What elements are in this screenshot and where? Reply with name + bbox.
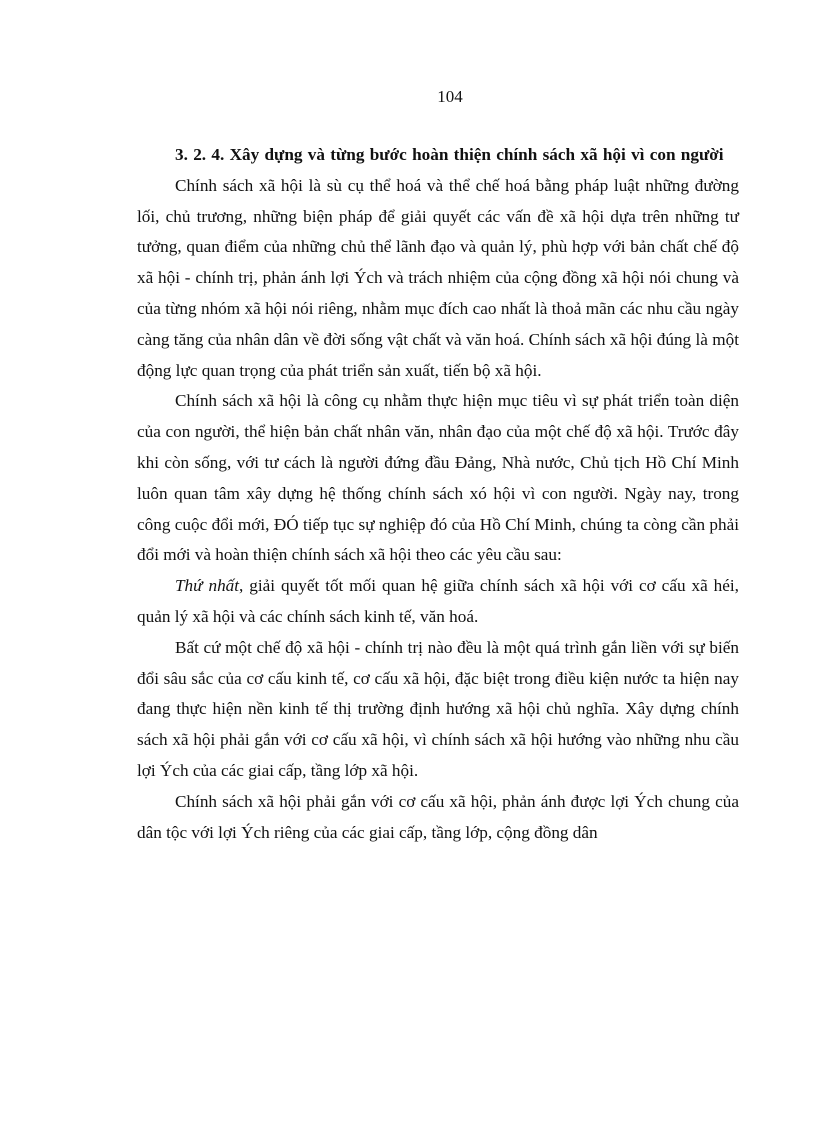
first-point-label: Thứ nhất — [175, 576, 240, 596]
paragraph-1: Chính sách xã hội là sù cụ thể hoá và thể chế hoá bằng pháp luật những đường lối, chủ trương, những biện pháp để giải quyết các vấn đề xã hội dựa trên những tư tưởng, quan điểm của những chủ thể lãnh đạo và quản lý, phù hợp với bản chất chế độ xã hội - chính trị, phản ánh lợi Ých và trách nhiệm của cộng đồng xã hội nói chung và của từng nhóm xã hội nói riêng, nhằm mục đích cao nhất là thoả mãn các nhu cầu ngày càng tăng của nhân dân về đời sống vật chất và văn hoá. Chính sách xã hội đúng là một động lực quan trọng của phát triển sản xuất, tiến bộ xã hội. — [137, 175, 739, 380]
section-heading: 3. 2. 4. Xây dựng và từng bước hoàn thiện chính sách xã hội vì con người — [175, 145, 724, 164]
paragraph-4: Chính sách xã hội phải gắn với cơ cấu xã hội, phản ánh được lợi Ých chung của dân tộc với lợi Ých riêng của các giai cấp, tầng lớp, cộng đồng dân — [137, 791, 739, 842]
first-point-text: , giải quyết tốt mối quan hệ giữa chính sách xã hội với cơ cấu xã héi, quản lý xã hội và các chính sách kinh tế, văn hoá. — [137, 576, 739, 626]
paragraph-3: Bất cứ một chế độ xã hội - chính trị nào đều là một quá trình gắn liền với sự biến đổi sâu sắc của cơ cấu kinh tế, cơ cấu xã hội, đặc biệt trong điều kiện nước ta hiện nay đang thực hiện nền kinh tế thị trường định hướng xã hội chủ nghĩa. Xây dựng chính sách xã hội phải gắn với cơ cấu xã hội, vì chính sách xã hội hướng vào những nhu cầu lợi Ých của các giai cấp, tầng lớp xã hội. — [137, 637, 739, 780]
paragraph-2: Chính sách xã hội là công cụ nhằm thực hiện mục tiêu vì sự phát triển toàn diện của con người, thể hiện bản chất nhân văn, nhân đạo của một chế độ xã hội. Trước đây khi còn sống, với tư cách là người đứng đầu Đảng, Nhà nước, Chủ tịch Hồ Chí Minh luôn quan tâm xây dựng hệ thống chính sách xó hội vì con người. Ngày nay, trong công cuộc đổi mới, ĐÓ tiếp tục sự nghiệp đó của Hồ Chí Minh, chúng ta còng cần phải đổi mới và hoàn thiện chính sách xã hội theo các yêu cầu sau: — [137, 391, 739, 565]
page-content — [137, 140, 739, 848]
paragraph-first-point — [137, 571, 739, 633]
page-number: 104 — [437, 87, 463, 106]
